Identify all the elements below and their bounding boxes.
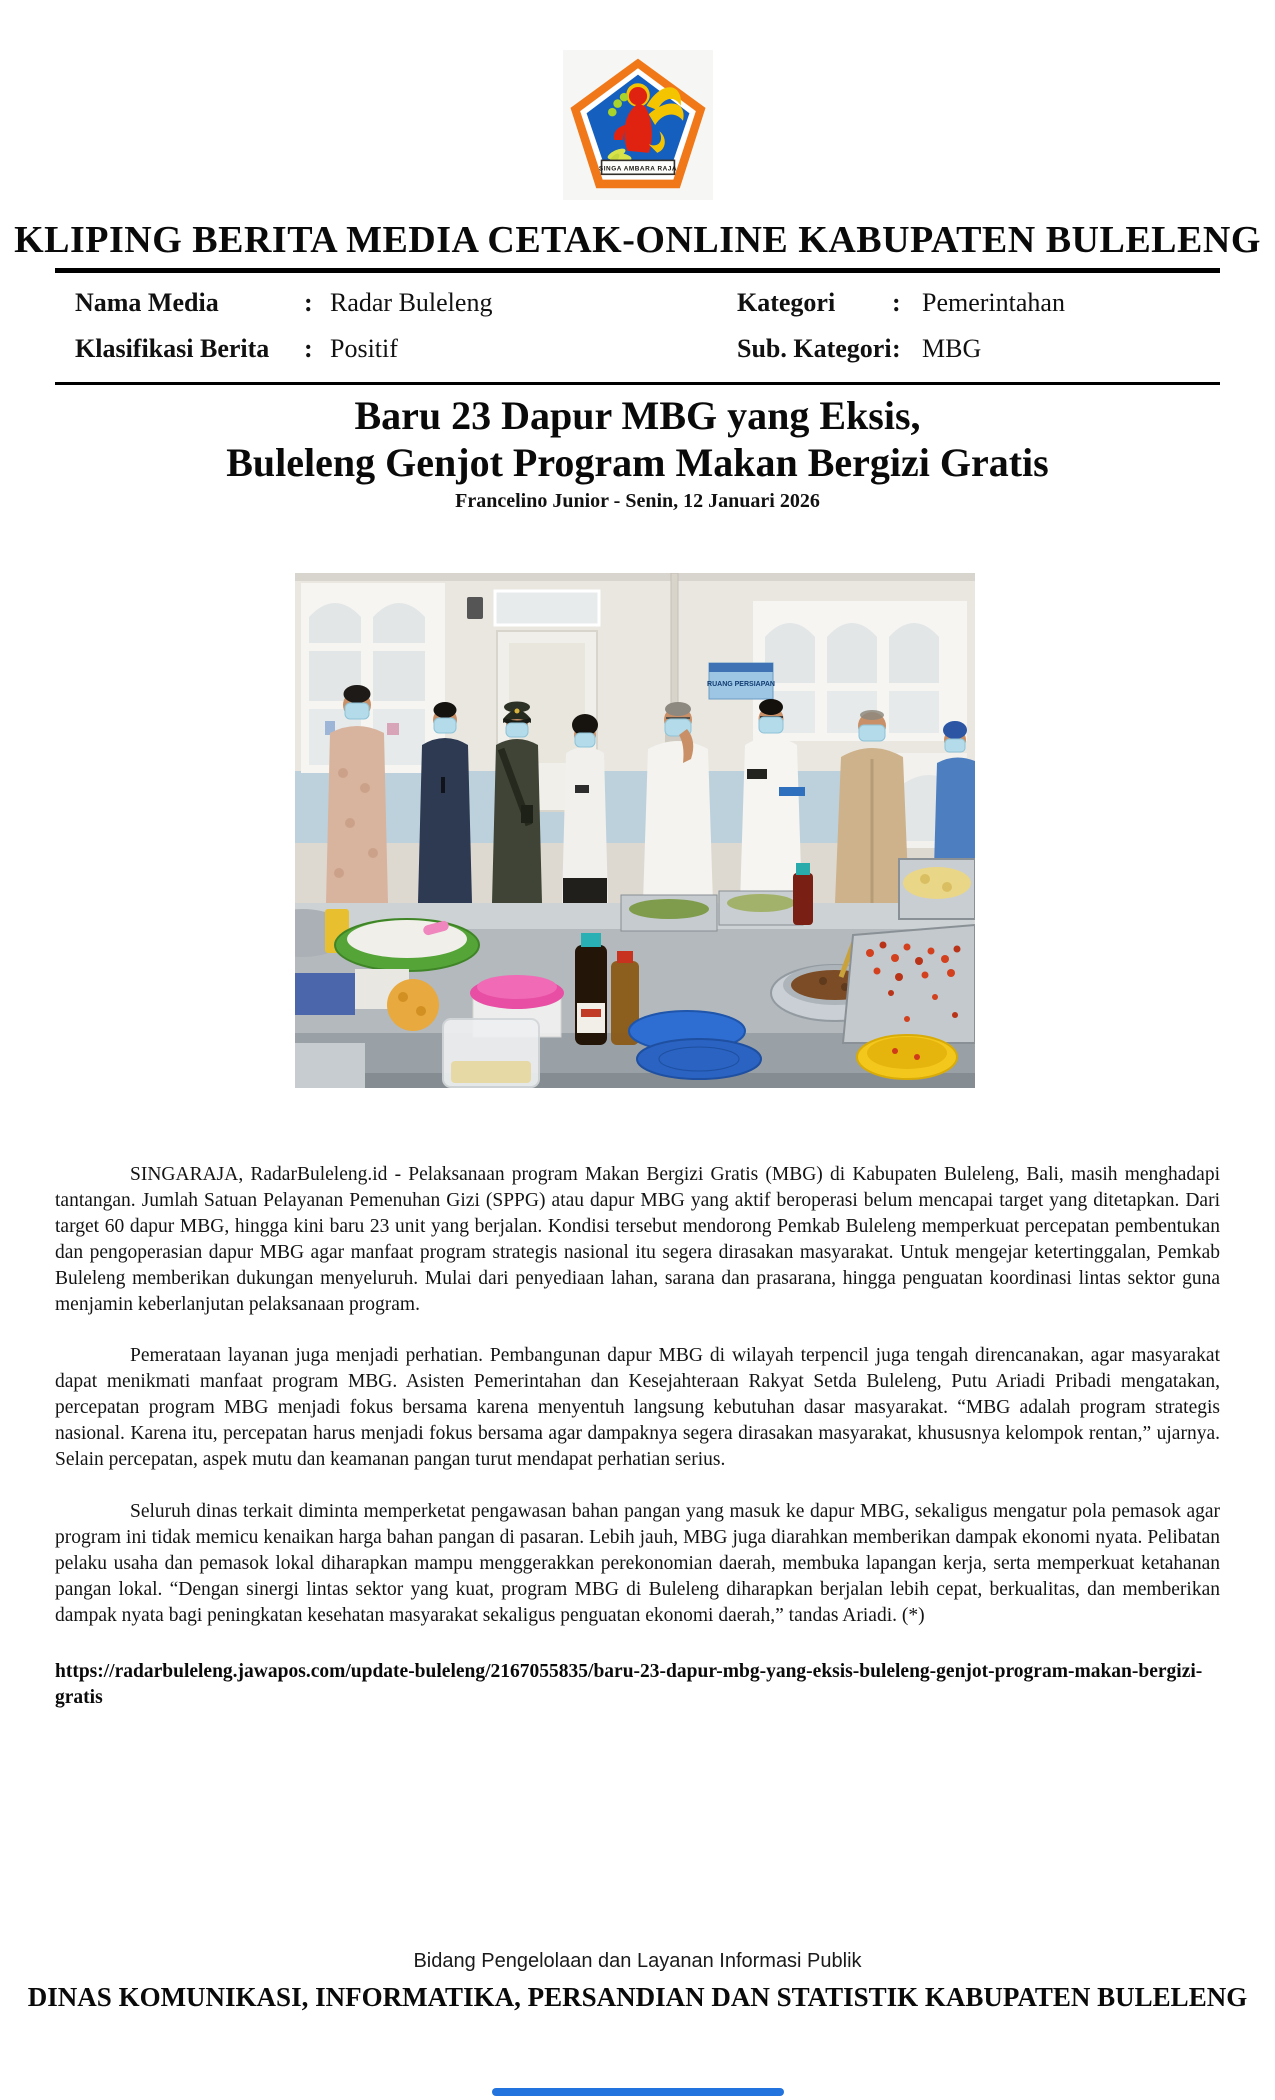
yellow-bowl xyxy=(857,1035,957,1079)
meta-colon: : xyxy=(892,334,901,363)
article-body xyxy=(55,1162,1220,1711)
crest-banner xyxy=(598,160,676,174)
meta-colon: : xyxy=(892,288,901,317)
meta-label-kategori: Kategori xyxy=(737,288,836,317)
footer-accent-bar xyxy=(492,2088,784,2096)
snack-bag xyxy=(387,979,439,1031)
soy-bottle xyxy=(575,933,607,1045)
crest-banner-text: SINGA AMBARA RAJA xyxy=(598,165,677,173)
article-paragraph: Pemerataan layanan juga menjadi perhatian. Pembangunan dapur MBG di wilayah terpencil juga tengah direncanakan, agar masyarakat dapat menikmati manfaat program MBG. Asisten Pemerintahan dan Kesejahteraan Rakyat Setda Buleleng, Putu Ariadi Pribadi mengatakan, percepatan program MBG menjadi fokus bersama karena menyentuh langsung kebutuhan dasar masyarakat. “MBG adalah program strategis nasional. Karena itu, percepatan harus menjadi fokus bersama agar dampaknya segera dirasakan masyarakat, khususnya kelompok rentan,” ujarnya. Selain percepatan, aspek mutu dan keamanan pangan turut mendapat perhatian serius. xyxy=(55,1345,1220,1471)
green-basin xyxy=(335,919,479,971)
chili-tray xyxy=(843,925,975,1043)
clear-tub xyxy=(443,1019,539,1087)
article-photo xyxy=(295,573,975,1088)
egg-tray xyxy=(899,859,975,919)
grey-lid xyxy=(295,1043,365,1088)
meta-colon: : xyxy=(304,334,313,363)
meta-label-nama-media: Nama Media xyxy=(75,288,219,317)
room-sign-text: RUANG PERSIAPAN xyxy=(707,681,775,688)
article-byline: Francelino Junior - Senin, 12 Januari 2026 xyxy=(455,490,820,512)
crest-graphic xyxy=(562,50,714,200)
wall-panel xyxy=(467,597,483,619)
footer-agency-line: DINAS KOMUNIKASI, INFORMATIKA, PERSANDIAN DAN STATISTIK KABUPATEN BULELENG xyxy=(27,1982,1248,2012)
footer-division-line: Bidang Pengelolaan dan Layanan Informasi Publik xyxy=(413,1950,862,1972)
meta-value-sub-kategori: MBG xyxy=(922,334,982,363)
meta-value-klasifikasi: Positif xyxy=(330,334,398,363)
article-paragraph: SINGARAJA, RadarBuleleng.id - Pelaksanaan program Makan Bergizi Gratis (MBG) di Kabupaten Buleleng, Bali, masih menghadapi tantangan. Jumlah Satuan Pelayanan Pemenuhan Gizi (SPPG) atau dapur MBG yang aktif beroperasi belum mencapai target yang ditetapkan. Dari target 60 dapur MBG, hingga kini baru 23 unit yang berjalan. Kondisi tersebut mendorong Pemkab Buleleng memperkuat percepatan pembentukan dan pengoperasian dapur MBG agar manfaat program strategis nasional itu segera dirasakan masyarakat. Untuk mengejar ketertinggalan, Pemkab Buleleng memberikan dukungan menyeluruh. Mulai dari penyediaan lahan, sarana dan prasarana, hingga penguatan koordinasi lintas sektor guna menjamin keberlanjutan pelaksanaan program. xyxy=(55,1164,1220,1315)
article-title-line1: Baru 23 Dapur MBG yang Eksis, xyxy=(354,393,921,438)
article-title-line2: Buleleng Genjot Program Makan Bergizi Gratis xyxy=(226,440,1049,485)
article-title xyxy=(0,392,1275,486)
meta-colon: : xyxy=(304,288,313,317)
blue-crate xyxy=(295,973,355,1015)
meta-label-sub-kategori: Sub. Kategori xyxy=(737,334,892,363)
meta-value-kategori: Pemerintahan xyxy=(922,288,1065,317)
article-paragraph: Seluruh dinas terkait diminta memperketat pengawasan bahan pangan yang masuk ke dapur MBG, sekaligus mengatur pola pemasok agar program ini tidak memicu kenaikan harga bahan pangan di pasaran. Lebih jauh, MBG juga diarahkan memberikan dampak ekonomi nyata. Pelibatan pelaku usaha dan pemasok lokal diharapkan mampu menggerakkan perekonomian daerah, membuka lapangan kerja, serta memperkuat ketahanan pangan lokal. “Dengan sinergi lintas sektor yang kuat, program MBG di Buleleng diharapkan berjalan lebih cepat, berkualitas, dan memberikan dampak nyata bagi peningkatan kesehatan masyarakat sekaligus penguatan ekonomi daerah,” tandas Ariadi. (*) xyxy=(55,1500,1220,1626)
sauce-bottle xyxy=(793,873,813,925)
room-sign xyxy=(707,663,775,699)
header-divider-thick xyxy=(55,268,1220,273)
article-photo-graphic xyxy=(295,573,975,1088)
metadata-divider xyxy=(55,382,1220,385)
clipping-metadata xyxy=(55,288,1220,380)
meta-label-klasifikasi: Klasifikasi Berita xyxy=(75,334,270,363)
meta-row xyxy=(55,288,1220,334)
buleleng-crest-logo xyxy=(562,50,714,200)
page-title: KLIPING BERITA MEDIA CETAK-ONLINE KABUPATEN BULELENG xyxy=(14,219,1261,261)
meta-row xyxy=(55,334,1220,380)
source-url-link[interactable]: https://radarbuleleng.jawapos.com/update-buleleng/2167055835/baru-23-dapur-mbg-yang-eksis-buleleng-genjot-program-makan-bergizi-gratis xyxy=(55,1660,1203,1708)
meta-value-nama-media: Radar Buleleng xyxy=(330,288,493,317)
